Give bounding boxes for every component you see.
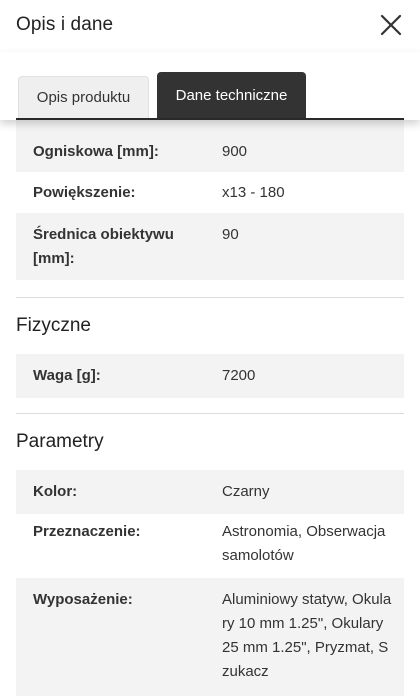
spec-label: Kolor: xyxy=(33,483,78,500)
spec-row-aperture xyxy=(16,213,404,280)
tab-bar xyxy=(0,52,420,120)
close-icon[interactable] xyxy=(378,12,404,38)
spec-label: Waga [g]: xyxy=(33,367,101,384)
spec-label: Przeznaczenie: xyxy=(33,523,141,540)
spec-value: Czarny xyxy=(222,483,270,500)
tab-opis-produktu[interactable]: Opis produktu xyxy=(18,76,149,118)
tab-underline xyxy=(16,118,404,120)
spec-row-weight xyxy=(16,354,404,398)
section-divider xyxy=(16,413,404,414)
spec-row-purpose xyxy=(16,514,404,578)
spec-row-equipment xyxy=(16,578,404,696)
spec-value: 7200 xyxy=(222,367,256,384)
spec-row-color xyxy=(16,470,404,514)
spec-row-focal-length xyxy=(16,120,404,172)
spec-value: Aluminiowy statyw, Okulary 10 mm 1.25", Okulary 25 mm 1.25", Pryzmat, Szukacz xyxy=(222,591,392,680)
spec-label: Średnica obiektywu [mm]: xyxy=(33,226,174,267)
spec-label: Powiększenie: xyxy=(33,184,136,201)
dialog-title: Opis i dane xyxy=(16,14,114,35)
section-title-parameters: Parametry xyxy=(16,431,104,452)
section-divider xyxy=(16,297,404,298)
spec-label: Wyposażenie: xyxy=(33,591,133,608)
spec-value: 90 xyxy=(222,226,239,243)
section-title-physical: Fizyczne xyxy=(16,315,91,336)
spec-row-magnification xyxy=(16,172,404,213)
spec-value: x13 - 180 xyxy=(222,184,285,201)
spec-label: Ogniskowa [mm]: xyxy=(33,143,159,160)
tech-data-content xyxy=(0,120,420,699)
spec-value: Astronomia, Obserwacja samolotów xyxy=(222,523,386,564)
dialog-header xyxy=(0,0,420,52)
tab-dane-techniczne[interactable]: Dane techniczne xyxy=(157,72,306,118)
spec-value: 900 xyxy=(222,143,248,160)
